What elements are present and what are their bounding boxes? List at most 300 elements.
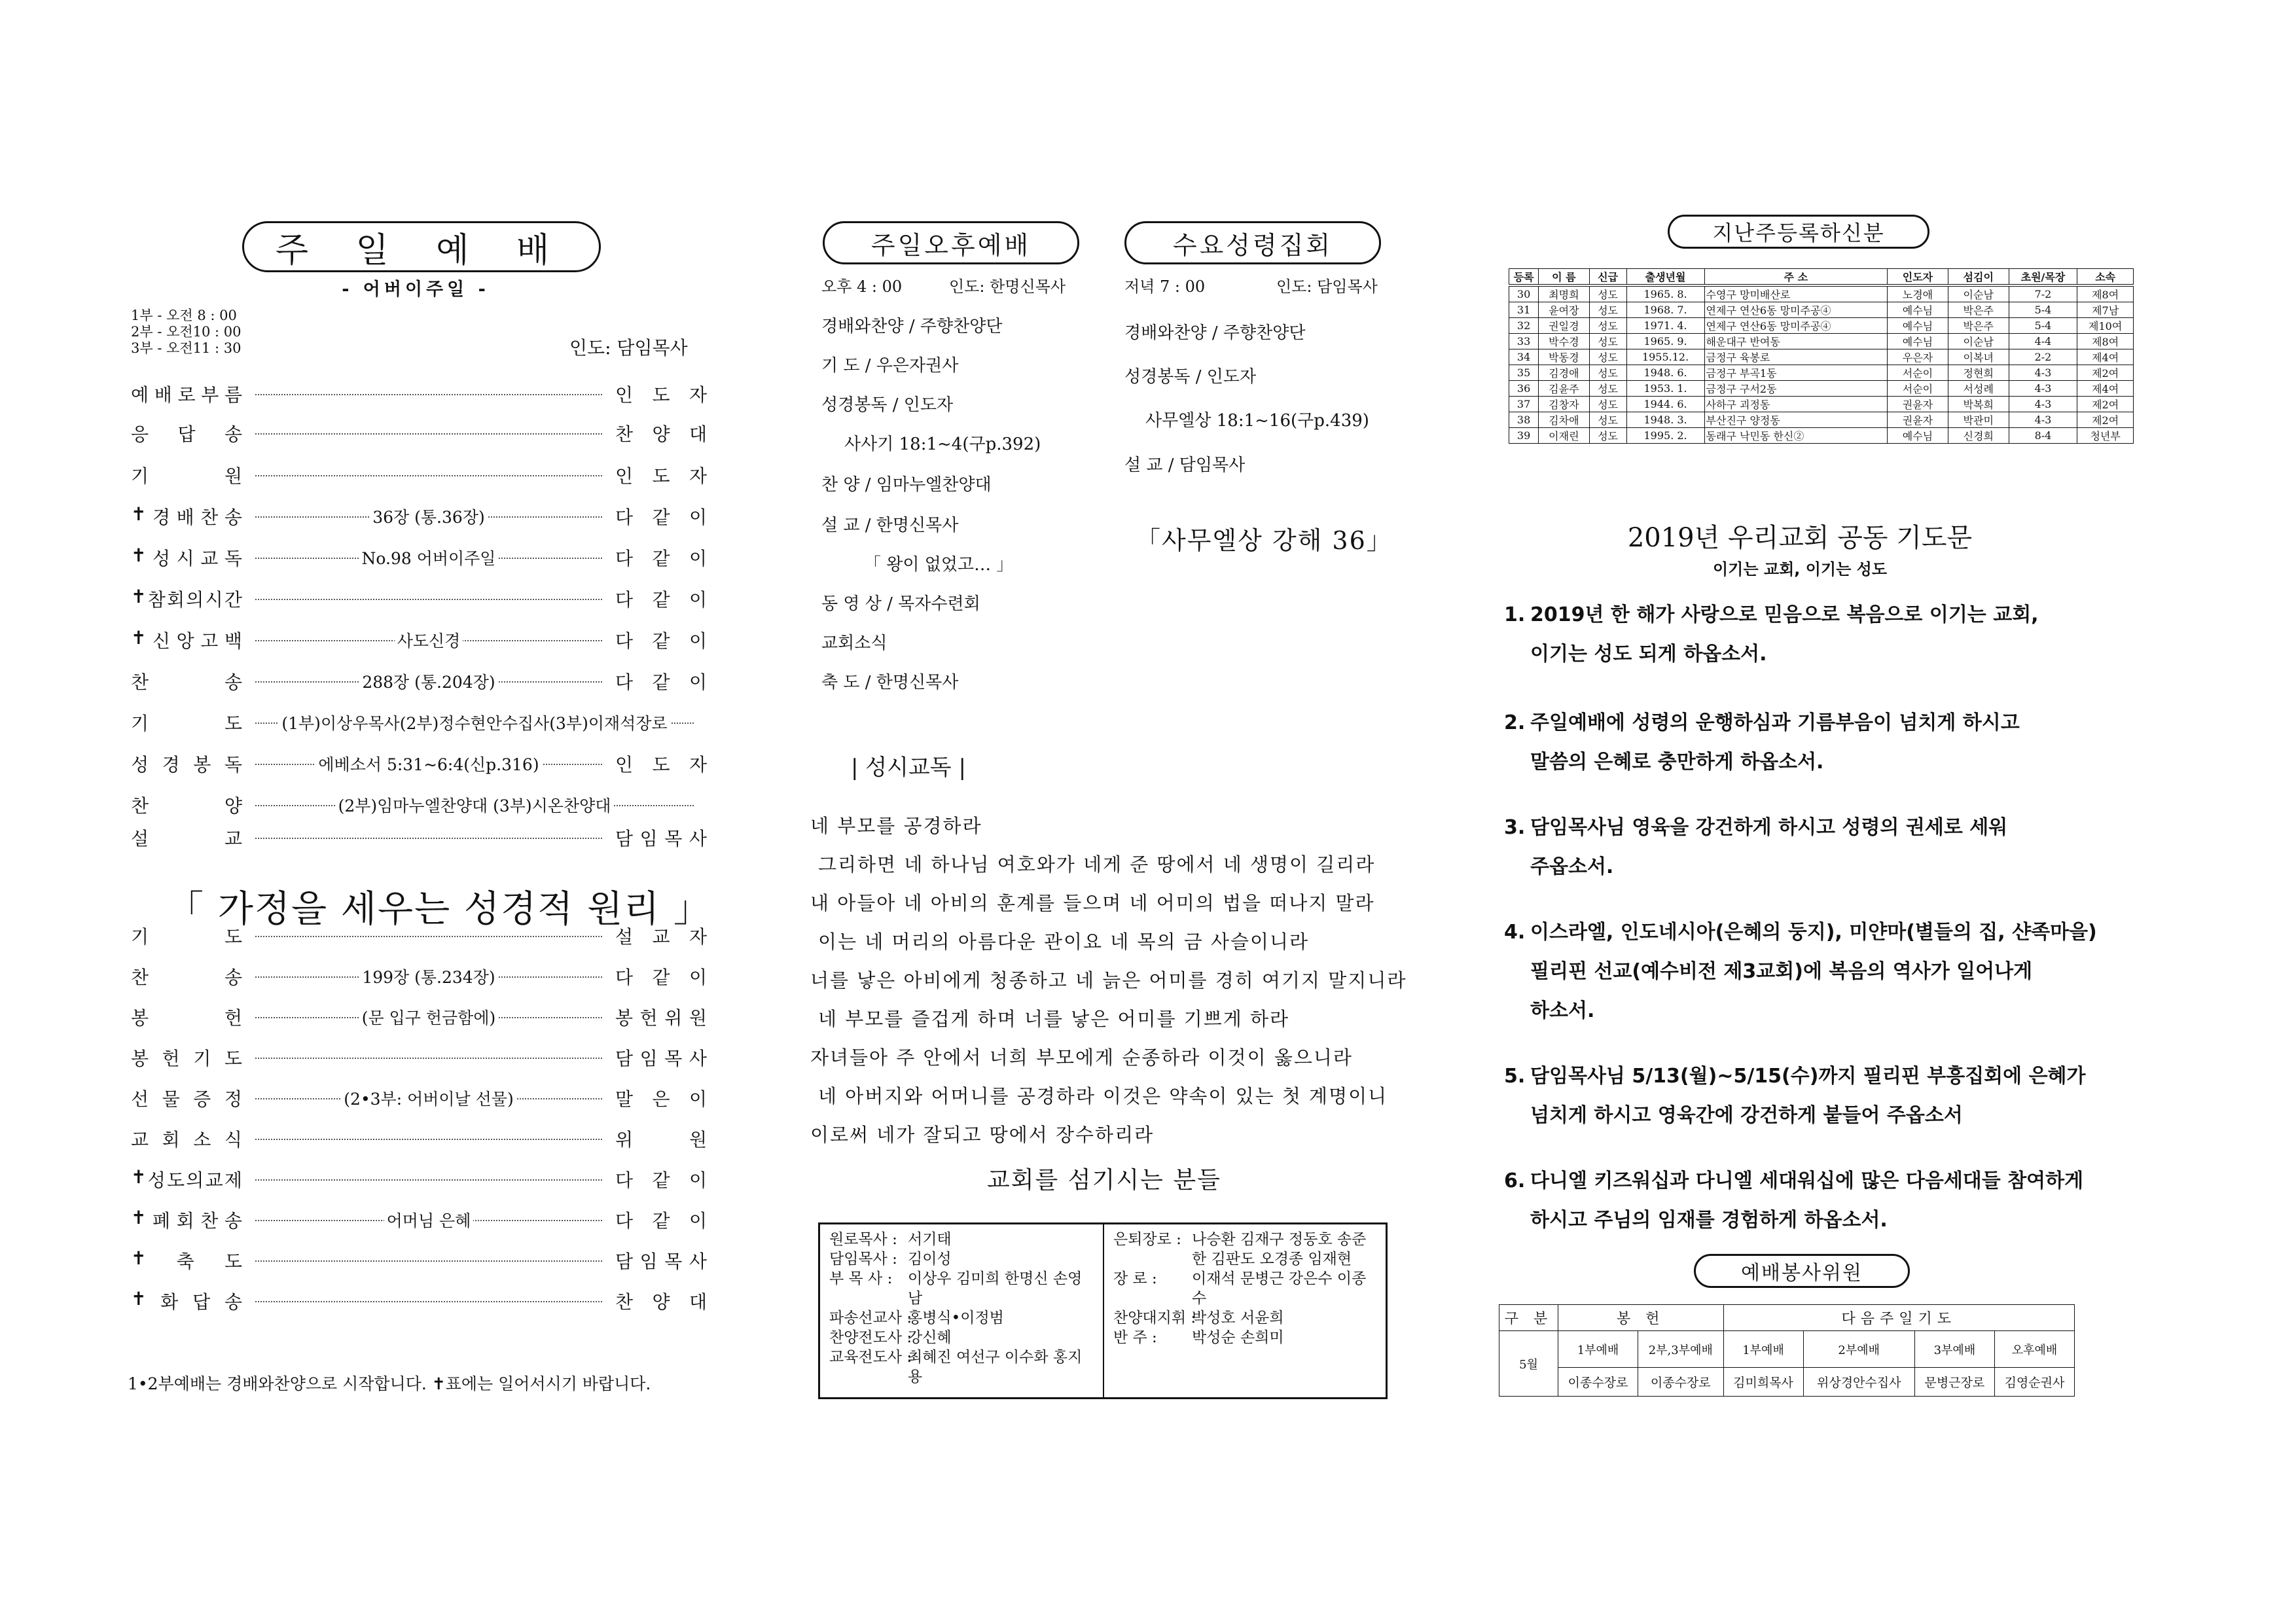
order-label: 찬 송 (131, 967, 242, 988)
new-members-cell: 성도 (1589, 349, 1626, 365)
prayer-line (1504, 808, 2119, 847)
new-members-cell: 정현희 (1948, 365, 2009, 381)
prayer-text: 넘치게 하시고 영육간에 강건하게 붙들어 주옵소서 (1530, 1104, 1963, 1127)
new-members-cell: 2-2 (2009, 349, 2077, 365)
wednesday-item: 사무엘상 18:1~16(구p.439) (1145, 411, 1369, 431)
order-detail: 어머님 은혜 (384, 1208, 474, 1232)
new-members-title-text: 지난주등록하신분 (1712, 221, 1885, 245)
afternoon-item: 사사기 18:1~4(구p.392) (844, 435, 1041, 454)
new-members-cell: 이복녀 (1948, 349, 2009, 365)
new-members-cell: 4-3 (2009, 397, 2077, 412)
staff-names: 나승환 김재구 정동호 송준한 김판도 오경종 임재현 (1192, 1231, 1367, 1268)
new-members-cell: 제8여 (2077, 334, 2134, 349)
new-members-cell: 신경희 (1948, 428, 2009, 444)
new-members-cell: 김창자 (1539, 397, 1589, 412)
duty-header-next-prayer: 다음주일기도 (1723, 1305, 2074, 1331)
staff-names: 이상우 김미희 한명신 손영남 (908, 1270, 1083, 1307)
prayer-text: 이스라엘, 인도네시아(은혜의 둥지), 미얀마(별들의 집, 샨족마을) (1530, 921, 2097, 944)
order-detail: 288장 (통.204장) (359, 669, 497, 693)
afternoon-item: 교회소식 (821, 633, 888, 653)
order-leader-line (255, 1165, 602, 1194)
order-row (131, 626, 707, 654)
new-members-cell: 권윤자 (1888, 397, 1948, 412)
staff-right-list (1103, 1224, 1386, 1397)
order-row (131, 1165, 707, 1194)
order-row (131, 543, 707, 572)
new-members-cell: 금정구 구서2동 (1704, 381, 1888, 397)
order-leader-line (255, 584, 602, 613)
order-detail: 사도신경 (395, 628, 463, 652)
new-members-cell: 성도 (1589, 381, 1626, 397)
prayer-text: 다니엘 키즈워십과 다니엘 세대워십에 많은 다음세대들 참여하게 (1530, 1169, 2084, 1192)
order-leader-line (255, 708, 694, 737)
sermon-title: 「 가정을 세우는 성경적 원리 」 (167, 888, 712, 931)
new-members-table (1509, 268, 2134, 444)
order-label: ✝ 폐 회 찬 송 (131, 1207, 242, 1232)
order-row (131, 823, 707, 852)
order-detail: No.98 어버이주일 (359, 546, 499, 569)
new-members-cell: 1948. 3. (1626, 412, 1704, 428)
wednesday-time: 저녁 7 : 00 (1124, 277, 1206, 296)
reading-leader-line: 내 아들아 네 아비의 훈계를 들으며 네 어미의 법을 떠나지 말라 (810, 892, 1375, 914)
table-row (1509, 285, 2134, 302)
staff-role: 은퇴장로 : (1113, 1231, 1181, 1248)
order-label: 선 물 증 정 (131, 1088, 242, 1110)
new-members-cell: 제4여 (2077, 349, 2134, 365)
prayer-line (1504, 1201, 2119, 1240)
duty-volunteer-cell: 김미희목사 (1723, 1368, 1803, 1397)
order-label: 봉 헌 기 도 (131, 1048, 242, 1069)
new-members-cell: 연제구 연산6동 망미주공④ (1704, 302, 1888, 318)
wednesday-item: 성경봉독 / 인도자 (1124, 367, 1257, 387)
new-members-header-row (1509, 269, 2134, 286)
afternoon-item: 동 영 상 / 목자수련회 (821, 594, 980, 614)
order-leader-line (255, 419, 602, 448)
new-members-cell: 4-3 (2009, 412, 2077, 428)
new-members-cell: 제10여 (2077, 318, 2134, 334)
staff-role: 부 목 사 : (829, 1270, 893, 1287)
new-members-cell: 예수님 (1888, 302, 1948, 318)
new-members-cell: 5-4 (2009, 302, 2077, 318)
afternoon-item: 기 도 / 우은자권사 (821, 356, 959, 376)
new-members-cell: 4-3 (2009, 365, 2077, 381)
order-responsible: 인 도 자 (615, 754, 707, 776)
prayer-line (1504, 847, 2119, 887)
order-label: ✝ 경 배 찬 송 (131, 503, 242, 528)
order-label: 찬 양 (131, 795, 242, 817)
new-members-cell: 이순남 (1948, 334, 2009, 349)
prayer-text: 필리핀 선교(예수비전 제3교회)에 복음의 역사가 일어나게 (1530, 960, 2033, 983)
prayer-line (1504, 1057, 2119, 1096)
new-members-title (1668, 215, 1929, 249)
new-members-cell: 4-3 (2009, 381, 2077, 397)
order-row (131, 1246, 707, 1275)
staff-role: 반 주 : (1113, 1329, 1157, 1346)
table-row (1509, 365, 2134, 381)
order-leader-line (255, 1003, 602, 1031)
order-leader-line (255, 1287, 602, 1315)
service-time-3: 3부 - 오전11 : 30 (131, 340, 242, 356)
new-members-cell: 제2여 (2077, 397, 2134, 412)
wednesday-item: 경배와찬양 / 주향찬양단 (1124, 323, 1306, 343)
reading-leader-line: 너를 낳은 아비에게 청종하고 네 늙은 어미를 경히 여기지 말지니라 (810, 969, 1407, 991)
new-members-cell: 부산진구 양정동 (1704, 412, 1888, 428)
order-leader-line (255, 626, 602, 654)
new-members-cell: 8-4 (2009, 428, 2077, 444)
new-members-header-cell: 출생년월 (1626, 269, 1704, 286)
prayer-line (1504, 635, 2119, 674)
order-row (131, 1124, 707, 1153)
new-members-cell: 32 (1509, 318, 1539, 334)
afternoon-item: 찬 양 / 임마누엘찬양대 (821, 475, 992, 495)
order-leader-line (255, 543, 602, 572)
afternoon-item: 성경봉독 / 인도자 (821, 395, 954, 415)
duty-volunteer-cell: 김영순권사 (1994, 1368, 2074, 1397)
afternoon-item: 설 교 / 한명신목사 (821, 516, 959, 535)
order-detail: 에베소서 5:31~6:4(신p.316) (315, 752, 541, 776)
order-leader-line (255, 1043, 602, 1072)
prayer-text: 말씀의 은혜로 충만하게 하옵소서. (1530, 751, 1824, 774)
new-members-cell: 윤여장 (1539, 302, 1589, 318)
order-row (131, 1084, 707, 1113)
new-members-cell: 김경애 (1539, 365, 1589, 381)
new-members-cell: 동래구 낙민동 한신② (1704, 428, 1888, 444)
order-detail: (1부)이상우목사(2부)정수현안수집사(3부)이재석장로 (279, 711, 670, 734)
new-members-cell: 예수님 (1888, 334, 1948, 349)
order-label: 기 도 (131, 713, 242, 734)
prayer-number: 4. (1504, 921, 1526, 944)
new-members-cell: 38 (1509, 412, 1539, 428)
duty-service-cell: 2부,3부예배 (1638, 1331, 1723, 1368)
church-staff-box (818, 1222, 1388, 1399)
staff-names: 홍병식•이정범 (908, 1310, 1004, 1327)
prayer-number: 2. (1504, 711, 1526, 734)
wednesday-item: 설 교 / 담임목사 (1124, 455, 1246, 475)
new-members-cell: 성도 (1589, 365, 1626, 381)
prayer-subtitle: 이기는 교회, 이기는 성도 (1712, 560, 1888, 579)
new-members-header-cell: 소속 (2077, 269, 2134, 286)
prayer-line (1504, 991, 2119, 1031)
new-members-cell: 박은주 (1948, 318, 2009, 334)
new-members-cell: 31 (1509, 302, 1539, 318)
prayer-number: 5. (1504, 1065, 1526, 1088)
new-members-cell: 1955.12. (1626, 349, 1704, 365)
service-volunteers-title-text: 예배봉사위원 (1741, 1262, 1863, 1285)
new-members-cell: 1995. 2. (1626, 428, 1704, 444)
staff-row (1113, 1328, 1376, 1347)
table-row (1509, 318, 2134, 334)
staff-role: 교육전도사 : (829, 1349, 912, 1366)
order-responsible: 다 같 이 (615, 967, 707, 988)
new-members-cell: 연제구 연산6동 망미주공④ (1704, 318, 1888, 334)
staff-row (1113, 1269, 1376, 1308)
order-responsible: 다 같 이 (615, 589, 707, 611)
new-members-cell: 34 (1509, 349, 1539, 365)
afternoon-service-title-text: 주일오후예배 (870, 230, 1031, 260)
order-label: ✝ 성 도 의 교 제 (131, 1166, 242, 1191)
duty-volunteer-cell: 이종수장로 (1638, 1368, 1723, 1397)
order-detail: (2•3부: 어버이날 선물) (341, 1086, 516, 1110)
order-responsible: 다 같 이 (615, 630, 707, 652)
prayer-number: 3. (1504, 816, 1526, 839)
afternoon-item: 경배와찬양 / 주향찬양단 (821, 317, 1003, 336)
order-responsible: 담 임 목 사 (615, 1251, 707, 1272)
order-leader-line (255, 1246, 602, 1275)
order-responsible: 담 임 목 사 (615, 1048, 707, 1069)
order-detail: 199장 (통.234장) (359, 965, 497, 988)
staff-row (829, 1230, 1094, 1249)
order-responsible: 담 임 목 사 (615, 828, 707, 849)
staff-role: 찬양전도사 : (829, 1329, 912, 1346)
order-label: 기 원 (131, 465, 242, 487)
staff-row (1113, 1230, 1376, 1269)
new-members-cell: 1968. 7. (1626, 302, 1704, 318)
prayer-text: 담임목사님 영육을 강건하게 하시고 성령의 권세로 세워 (1530, 816, 2008, 839)
new-members-cell: 성도 (1589, 334, 1626, 349)
order-label: 봉 헌 (131, 1007, 242, 1029)
staff-role: 파송선교사 : (829, 1310, 912, 1327)
order-row (131, 921, 707, 950)
staff-left-list (820, 1224, 1103, 1397)
new-members-cell: 성도 (1589, 302, 1626, 318)
new-members-cell: 해운대구 반여동 (1704, 334, 1888, 349)
staff-names: 서기태 (908, 1231, 952, 1248)
new-members-cell: 최명희 (1539, 285, 1589, 302)
staff-row (829, 1308, 1094, 1328)
duty-volunteer-cell: 이종수장로 (1558, 1368, 1638, 1397)
new-members-cell: 금정구 육봉로 (1704, 349, 1888, 365)
new-members-cell: 김차애 (1539, 412, 1589, 428)
new-members-body (1509, 285, 2134, 444)
order-leader-line (255, 791, 694, 819)
order-leader-line (255, 502, 602, 531)
new-members-cell: 사하구 괴정동 (1704, 397, 1888, 412)
new-members-cell: 우은자 (1888, 349, 1948, 365)
staff-names: 박성호 서윤희 (1192, 1310, 1284, 1327)
staff-row (829, 1328, 1094, 1347)
new-members-cell: 1953. 1. (1626, 381, 1704, 397)
new-members-header-cell: 등록 (1509, 269, 1539, 286)
order-detail: 36장 (통.36장) (370, 505, 487, 528)
table-row (1509, 381, 2134, 397)
order-label: 성 경 봉 독 (131, 754, 242, 776)
prayer-text: 담임목사님 5/13(월)~5/15(수)까지 필리핀 부흥집회에 은혜가 (1530, 1065, 2086, 1088)
new-members-cell: 5-4 (2009, 318, 2077, 334)
prayer-text: 하소서. (1530, 999, 1595, 1022)
new-members-cell: 제8여 (2077, 285, 2134, 302)
order-responsible: 인 도 자 (615, 465, 707, 487)
duty-service-cell: 3부예배 (1914, 1331, 1994, 1368)
prayer-line (1504, 704, 2119, 743)
order-leader-line (255, 1084, 602, 1113)
order-responsible: 다 같 이 (615, 548, 707, 569)
order-responsible: 설 교 자 (615, 926, 707, 948)
duty-volunteer-cell: 문병근장로 (1914, 1368, 1994, 1397)
order-label: ✝ 신 앙 고 백 (131, 627, 242, 652)
order-row (131, 380, 707, 408)
order-responsible: 봉 헌 위 원 (615, 1007, 707, 1029)
order-label: 찬 송 (131, 671, 242, 693)
order-row (131, 708, 707, 737)
worship-footnote: 1•2부예배는 경배와찬양으로 시작합니다. ✝표에는 일어서시기 바랍니다. (128, 1374, 651, 1393)
afternoon-item: 축 도 / 한명신목사 (821, 673, 959, 692)
order-leader-line (255, 749, 602, 778)
staff-row (829, 1347, 1094, 1387)
order-responsible: 찬 양 대 (615, 1291, 707, 1313)
new-members-cell: 수영구 망미배산로 (1704, 285, 1888, 302)
order-label: ✝ 참 회 의 시 간 (131, 586, 242, 611)
duty-header-gubun: 구 분 (1499, 1305, 1558, 1331)
new-members-cell: 1944. 6. (1626, 397, 1704, 412)
main-service-leader: 인도: 담임목사 (569, 337, 688, 359)
prayer-text: 하시고 주님의 임재를 경험하게 하옵소서. (1530, 1209, 1888, 1232)
new-members-cell: 박동경 (1539, 349, 1589, 365)
reading-people-line: 네 아버지와 어머니를 공경하라 이것은 약속이 있는 첫 계명이니 (818, 1085, 1388, 1107)
staff-names: 최혜진 여선구 이수화 홍지용 (908, 1349, 1083, 1385)
prayer-item (1504, 1162, 2119, 1240)
order-label: ✝ 축 도 (131, 1247, 242, 1272)
table-row (1509, 349, 2134, 365)
duty-service-cell: 오후예배 (1994, 1331, 2074, 1368)
service-times (131, 308, 242, 357)
table-row (1509, 302, 2134, 318)
order-label: 설 교 (131, 828, 242, 849)
new-members-cell: 성도 (1589, 397, 1626, 412)
order-responsible: 말 은 이 (615, 1088, 707, 1110)
order-label: ✝ 화 답 송 (131, 1288, 242, 1313)
wednesday-leader: 인도: 담임목사 (1276, 277, 1378, 296)
duty-service-cell: 2부예배 (1803, 1331, 1914, 1368)
new-members-cell: 노경애 (1888, 285, 1948, 302)
new-members-cell: 예수님 (1888, 428, 1948, 444)
order-label: 응 답 송 (131, 423, 242, 445)
prayer-item (1504, 596, 2119, 674)
new-members-cell: 권윤자 (1888, 412, 1948, 428)
new-members-cell: 박복희 (1948, 397, 2009, 412)
prayer-item (1504, 1057, 2119, 1135)
new-members-cell: 7-2 (2009, 285, 2077, 302)
order-row (131, 667, 707, 696)
order-row (131, 962, 707, 991)
new-members-cell: 4-4 (2009, 334, 2077, 349)
main-service-title (242, 221, 601, 272)
order-row (131, 791, 707, 819)
reading-people-line: 이는 네 머리의 아름다운 관이요 네 목의 금 사슬이니라 (818, 931, 1310, 953)
wednesday-service-title-text: 수요성령집회 (1172, 230, 1333, 260)
order-leader-line (255, 1205, 602, 1234)
new-members-cell: 1971. 4. (1626, 318, 1704, 334)
order-label: 교 회 소 식 (131, 1129, 242, 1150)
new-members-cell: 서성례 (1948, 381, 2009, 397)
new-members-header-cell: 신급 (1589, 269, 1626, 286)
new-members-cell: 1965. 8. (1626, 285, 1704, 302)
new-members-cell: 성도 (1589, 428, 1626, 444)
service-time-1: 1부 - 오전 8 : 00 (131, 308, 237, 323)
new-members-cell: 1948. 6. (1626, 365, 1704, 381)
duty-service-cell: 1부예배 (1558, 1331, 1638, 1368)
new-members-cell: 이재린 (1539, 428, 1589, 444)
main-service-subtitle: - 어버이주일 - (342, 279, 490, 300)
order-row (131, 1003, 707, 1031)
prayer-text: 주일예배에 성령의 운행하심과 기름부음이 넘치게 하시고 (1530, 711, 2020, 734)
service-time-2: 2부 - 오전10 : 00 (131, 324, 242, 340)
afternoon-leader: 인도: 한명신목사 (949, 277, 1066, 296)
order-responsible: 인 도 자 (615, 384, 707, 406)
prayer-line (1504, 952, 2119, 991)
prayer-title: 2019년 우리교회 공동 기도문 (1627, 523, 1973, 553)
order-leader-line (255, 962, 602, 991)
order-responsible: 다 같 이 (615, 1169, 707, 1191)
prayer-number: 6. (1504, 1169, 1526, 1192)
order-detail: (2부)임마누엘찬양대 (3부)시온찬양대 (336, 793, 614, 817)
order-responsible: 다 같 이 (615, 507, 707, 528)
prayer-item (1504, 704, 2119, 782)
new-members-cell: 제2여 (2077, 412, 2134, 428)
wednesday-service-title (1124, 221, 1381, 264)
new-members-cell: 33 (1509, 334, 1539, 349)
responsive-reading-title: | 성시교독 | (851, 755, 966, 781)
order-row (131, 1205, 707, 1234)
order-responsible: 찬 양 대 (615, 423, 707, 445)
church-staff-title: 교회를 섬기시는 분들 (987, 1167, 1221, 1194)
order-responsible: 다 같 이 (615, 671, 707, 693)
order-responsible: 위 원 (615, 1129, 707, 1150)
prayer-text: 주옵소서. (1530, 855, 1614, 878)
wednesday-sermon-title: 「사무엘상 강해 36」 (1136, 526, 1393, 555)
staff-role: 원로목사 : (829, 1231, 897, 1248)
new-members-cell: 김윤주 (1539, 381, 1589, 397)
new-members-cell: 제2여 (2077, 365, 2134, 381)
prayer-line (1504, 596, 2119, 635)
staff-role: 담임목사 : (829, 1251, 897, 1268)
prayer-item (1504, 808, 2119, 887)
reading-people-line: 네 부모를 즐겁게 하며 너를 낳은 어미를 기쁘게 하라 (818, 1008, 1290, 1030)
order-responsible: 다 같 이 (615, 1210, 707, 1232)
reading-leader-line: 이로써 네가 잘되고 땅에서 장수하리라 (810, 1124, 1155, 1146)
prayer-line (1504, 1096, 2119, 1135)
main-service-title-text: 주 일 예 배 (275, 230, 568, 270)
new-members-cell: 제7남 (2077, 302, 2134, 318)
reading-leader-line: 자녀들아 주 안에서 너희 부모에게 순종하라 이것이 옳으니라 (810, 1046, 1353, 1069)
new-members-cell: 성도 (1589, 318, 1626, 334)
duty-header-offering: 봉 헌 (1558, 1305, 1724, 1331)
new-members-header-cell: 초원/목장 (2009, 269, 2077, 286)
new-members-cell: 성도 (1589, 285, 1626, 302)
new-members-cell: 박수경 (1539, 334, 1589, 349)
order-leader-line (255, 461, 602, 490)
new-members-cell: 30 (1509, 285, 1539, 302)
staff-role: 장 로 : (1113, 1270, 1157, 1287)
prayer-item (1504, 913, 2119, 1031)
table-row (1509, 412, 2134, 428)
order-row (131, 461, 707, 490)
new-members-cell: 제4여 (2077, 381, 2134, 397)
order-detail: (문 입구 헌금함에) (359, 1005, 498, 1029)
new-members-cell: 1965. 9. (1626, 334, 1704, 349)
prayer-line (1504, 913, 2119, 952)
new-members-cell: 37 (1509, 397, 1539, 412)
reading-leader-line: 네 부모를 공경하라 (810, 815, 982, 837)
staff-row (829, 1269, 1094, 1308)
order-leader-line (255, 380, 602, 408)
order-label: 기 도 (131, 926, 242, 948)
new-members-cell: 35 (1509, 365, 1539, 381)
afternoon-service-title (823, 221, 1079, 264)
new-members-cell: 성도 (1589, 412, 1626, 428)
new-members-cell: 금정구 부곡1동 (1704, 365, 1888, 381)
afternoon-item: 「 왕이 없었고… 」 (864, 555, 1014, 575)
new-members-header-cell: 섬김이 (1948, 269, 2009, 286)
